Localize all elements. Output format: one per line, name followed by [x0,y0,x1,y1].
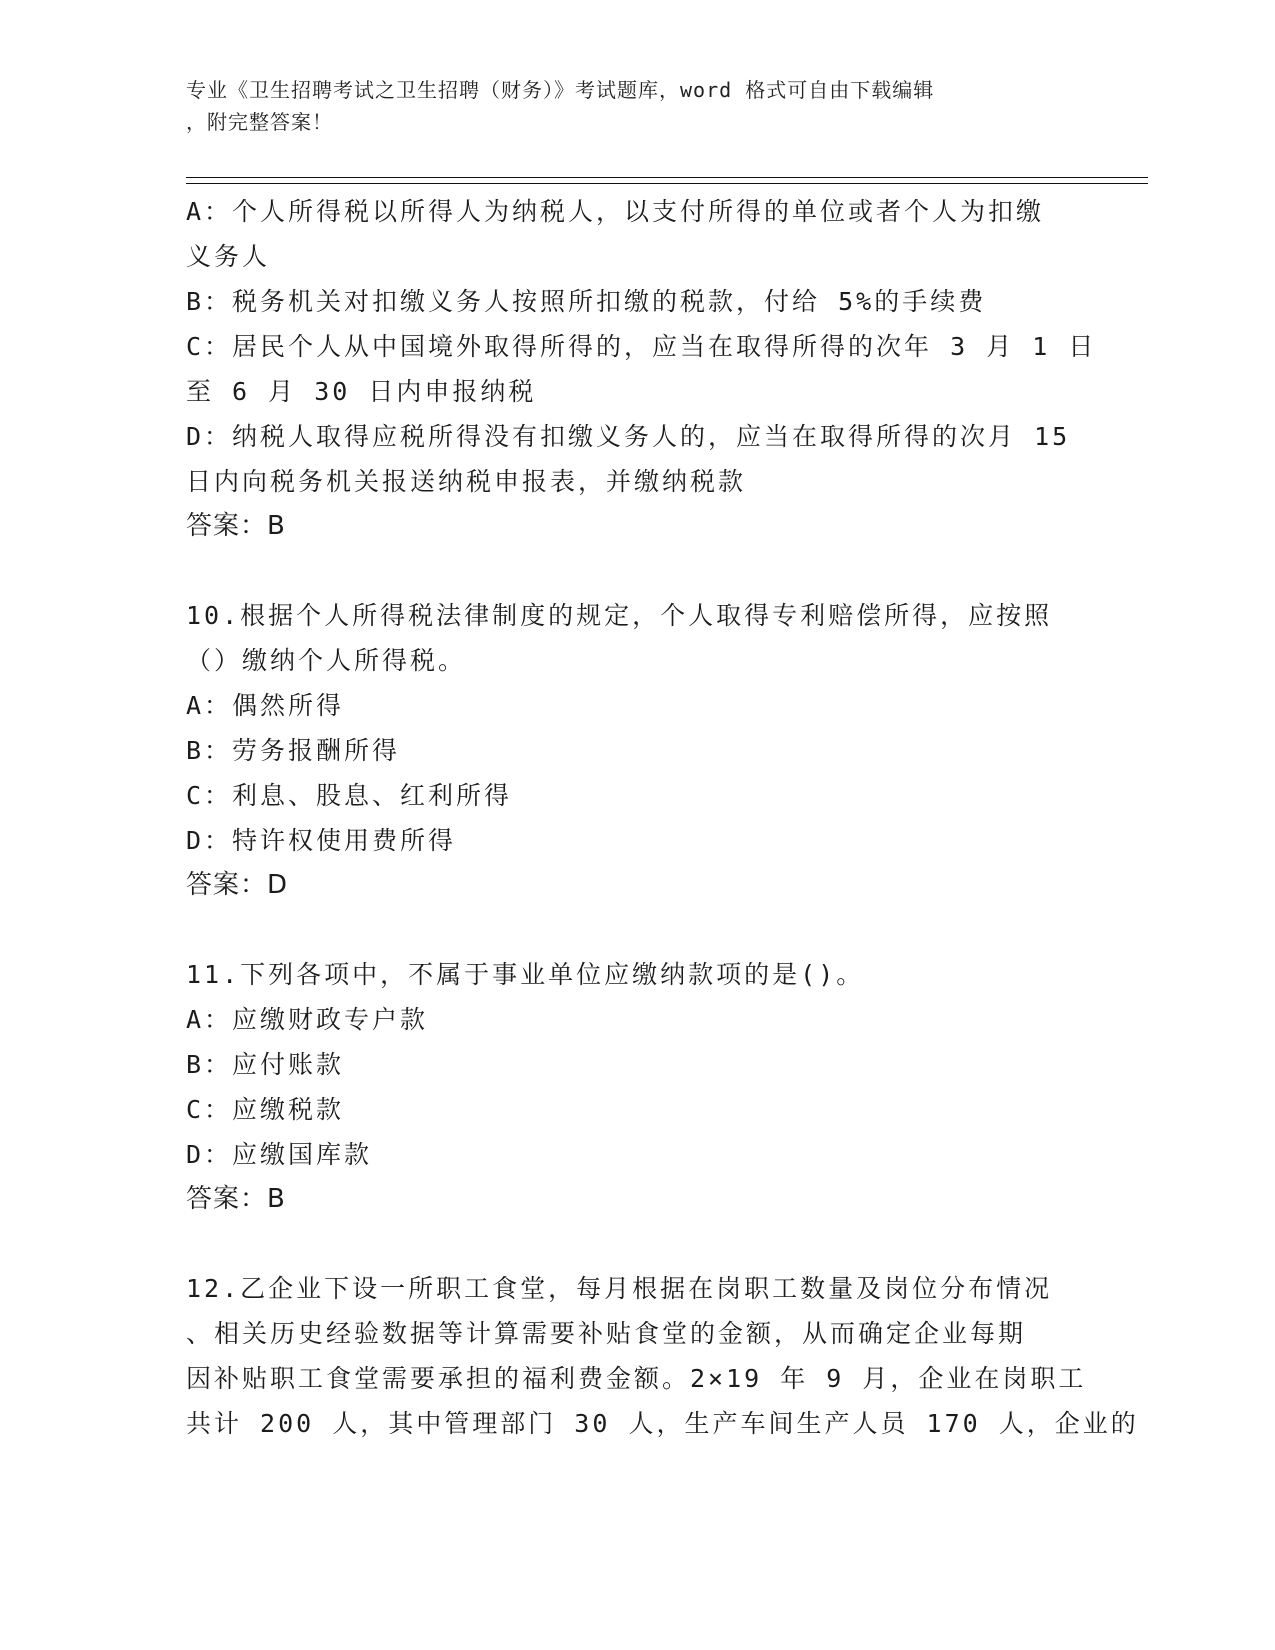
header-divider-top [186,177,1148,178]
question-12 [186,1266,1139,1446]
question-stem-continued: 共计 200 人，其中管理部门 30 人，生产车间生产人员 170 人，企业的 [186,1409,1139,1438]
option-c-continued: 至 6 月 30 日内申报纳税 [186,377,537,406]
option-b: B：应付账款 [186,1050,345,1079]
option-d: D：特许权使用费所得 [186,826,457,855]
question-content [186,189,1139,1446]
question-10 [186,593,1086,908]
answer: 答案：B [186,1184,286,1214]
question-11 [186,952,1086,1222]
question-stem-continued: （）缴纳个人所得税。 [186,646,467,675]
option-c: C：居民个人从中国境外取得所得的，应当在取得所得的次年 3 月 1 日 [186,332,1097,361]
question-stem: 11.下列各项中，不属于事业单位应缴纳款项的是()。 [186,960,865,989]
question-stem-continued: 、相关历史经验数据等计算需要补贴食堂的金额，从而确定企业每期 [186,1319,1027,1348]
question-stem: 12.乙企业下设一所职工食堂，每月根据在岗职工数量及岗位分布情况 [186,1274,1053,1303]
header-line-2: ，附完整答案！ [186,110,333,134]
header-divider-bottom [186,183,1148,184]
header-line-1: 专业《卫生招聘考试之卫生招聘（财务）》考试题库，word 格式可自由下载编辑 [186,78,935,102]
option-d-continued: 日内向税务机关报送纳税申报表，并缴纳税款 [186,467,747,496]
answer: 答案：D [186,870,289,900]
option-a: A：应缴财政专户款 [186,1005,429,1034]
option-b: B：劳务报酬所得 [186,736,401,765]
option-b: B：税务机关对扣缴义务人按照所扣缴的税款，付给 5%的手续费 [186,287,987,316]
question-9-options [186,189,1097,549]
option-d: D：应缴国库款 [186,1140,373,1169]
option-a: A：偶然所得 [186,691,345,720]
question-stem-continued: 因补贴职工食堂需要承担的福利费金额。2×19 年 9 月，企业在岗职工 [186,1364,1087,1393]
answer: 答案：B [186,511,286,541]
option-a-continued: 义务人 [186,242,271,271]
document-header [186,74,1086,138]
question-stem: 10.根据个人所得税法律制度的规定，个人取得专利赔偿所得，应按照 [186,601,1053,630]
option-a: A：个人所得税以所得人为纳税人，以支付所得的单位或者个人为扣缴 [186,197,1045,226]
option-c: C：应缴税款 [186,1095,345,1124]
option-c: C：利息、股息、红利所得 [186,781,513,810]
option-d: D：纳税人取得应税所得没有扣缴义务人的，应当在取得所得的次月 15 [186,422,1071,451]
